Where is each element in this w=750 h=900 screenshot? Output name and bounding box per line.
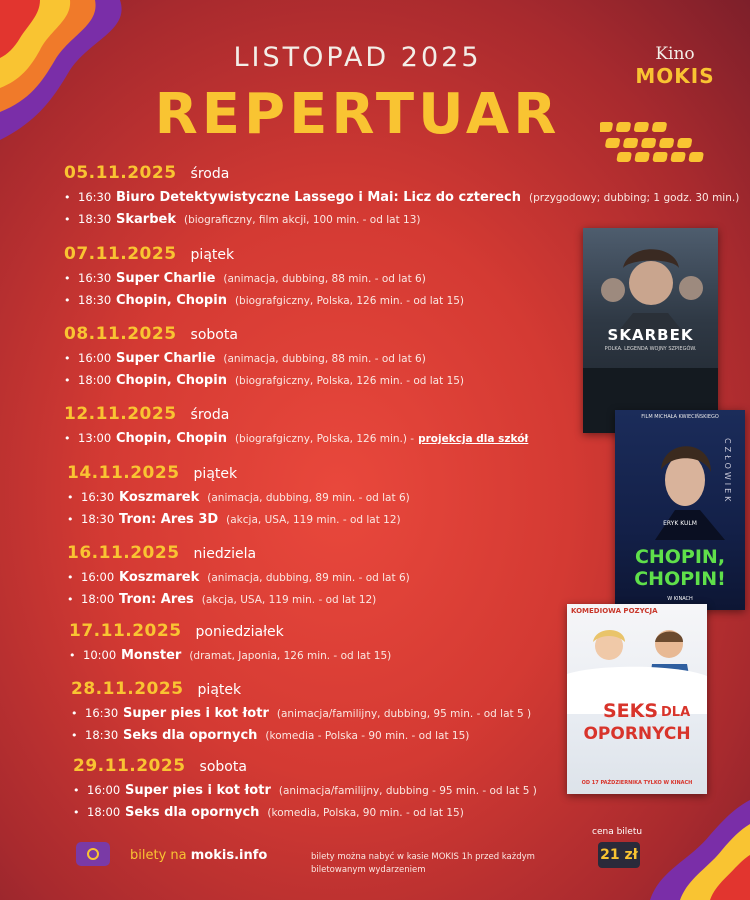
bullet: •: [69, 649, 76, 662]
poster-seks-bottom: OD 17 PAŹDZIERNIKA TYLKO W KINACH: [581, 780, 693, 786]
film-details: (biograficzny, film akcji, 100 min. - od lat 13): [183, 214, 421, 226]
bullet: •: [64, 352, 71, 365]
day-block: [69, 621, 391, 663]
day-block: [73, 756, 537, 820]
poster-chopin-title-2: CHOPIN!: [634, 568, 726, 590]
logo-kino-text: Kino: [655, 44, 695, 64]
bullet: •: [71, 729, 78, 742]
film-details: (dramat, Japonia, 126 min. - od lat 15): [189, 650, 392, 662]
day-block: [64, 404, 528, 446]
day-date: 16.11.2025: [67, 543, 180, 563]
decorative-swirl-bottom-right: [640, 800, 750, 900]
screening-row: [67, 512, 410, 527]
bullet: •: [67, 513, 74, 526]
bullet: •: [67, 491, 74, 504]
bullet: •: [64, 432, 71, 445]
poster-skarbek-tagline: POLKA. LEGENDA WOJNY SZPIEGÓW.: [604, 346, 697, 352]
tickets-link[interactable]: [130, 848, 267, 863]
day-weekday: piątek: [193, 466, 238, 482]
day-weekday: niedziela: [193, 546, 257, 562]
film-title: Skarbek: [116, 212, 176, 227]
film-details: (animacja, dubbing, 89 min. - od lat 6): [207, 572, 410, 584]
screening-row: [67, 570, 410, 585]
day-block: [64, 324, 464, 388]
logo-brand-text: MOKIS: [635, 64, 715, 88]
bullet: •: [64, 191, 71, 204]
screening-time: 16:30: [85, 706, 119, 720]
screening-row: [73, 805, 537, 820]
film-details: (biografgiczny, Polska, 126 min.) -: [234, 433, 415, 445]
film-details: (komedia - Polska - 90 min. - od lat 15): [265, 730, 470, 742]
film-title: Seks dla opornych: [123, 728, 258, 743]
film-details: (animacja, dubbing, 89 min. - od lat 6): [207, 492, 410, 504]
poster-seks-art: [567, 604, 707, 794]
film-title: Koszmarek: [119, 490, 200, 505]
day-weekday: piątek: [190, 247, 235, 263]
screening-row: [67, 592, 410, 607]
screening-time: 10:00: [83, 648, 117, 662]
day-weekday: sobota: [199, 759, 247, 775]
screening-row: [64, 431, 528, 446]
film-title: Biuro Detektywistyczne Lassego i Mai: Licz do czterech: [116, 190, 521, 205]
film-details: (animacja/familijny, dubbing - 95 min. - od lat 5 ): [278, 785, 537, 797]
bullet: •: [67, 571, 74, 584]
film-title: Tron: Ares: [119, 592, 194, 607]
bullet: •: [73, 784, 80, 797]
film-details: (akcja, USA, 119 min. - od lat 12): [226, 514, 401, 526]
day-date: 07.11.2025: [64, 244, 177, 264]
poster-chopin[interactable]: [615, 410, 745, 610]
price-label: cena biletu: [592, 827, 643, 837]
poster-seks-title-2: OPORNYCH: [583, 724, 691, 744]
poster-seks-top: KOMEDIOWA POZYCJA: [571, 607, 658, 615]
screening-time: 18:00: [81, 592, 115, 606]
film-details: (biografgiczny, Polska, 126 min. - od lat 15): [234, 295, 465, 307]
screening-time: 18:30: [81, 512, 115, 526]
screening-time: 18:00: [87, 805, 121, 819]
screening-time: 16:00: [81, 570, 115, 584]
poster-chopin-title-1: CHOPIN,: [634, 546, 726, 568]
screening-time: 16:00: [78, 351, 112, 365]
day-weekday: piątek: [197, 682, 242, 698]
ticket-purchase-note: bilety można nabyć w kasie MOKIS 1h przed każdym biletowanym wydarzeniem: [311, 852, 535, 875]
screening-time: 16:30: [78, 271, 112, 285]
header-month: LISTOPAD 2025: [233, 42, 482, 73]
film-title: Monster: [121, 648, 182, 663]
film-details: (animacja, dubbing, 88 min. - od lat 6): [223, 353, 426, 365]
bullet: •: [64, 272, 71, 285]
day-date: 05.11.2025: [64, 163, 177, 183]
school-screening-link[interactable]: projekcja dla szkół: [418, 433, 529, 445]
film-title: Super pies i kot łotr: [123, 706, 269, 721]
film-title: Seks dla opornych: [125, 805, 260, 820]
bullet: •: [64, 294, 71, 307]
screening-time: 18:30: [78, 212, 112, 226]
screening-row: [67, 490, 410, 505]
screening-time: 18:30: [78, 293, 112, 307]
poster-chopin-top: FILM MICHAŁA KWIECIŃSKIEGO: [641, 414, 719, 420]
film-title: Chopin, Chopin: [116, 373, 227, 388]
tickets-link-site: mokis.info: [190, 848, 268, 863]
bullet: •: [64, 213, 71, 226]
screening-row: [73, 783, 537, 798]
bullet: •: [71, 707, 78, 720]
day-weekday: środa: [190, 407, 230, 423]
film-title: Chopin, Chopin: [116, 293, 227, 308]
screening-time: 18:00: [78, 373, 112, 387]
page-title: REPERTUAR: [154, 82, 561, 147]
film-details: (komedia, Polska, 90 min. - od lat 15): [267, 807, 464, 819]
screening-row: [64, 271, 464, 286]
poster-seks-dla-opornych[interactable]: [567, 604, 707, 794]
film-title: Super pies i kot łotr: [125, 783, 271, 798]
day-date: 17.11.2025: [69, 621, 182, 641]
film-title: Super Charlie: [116, 271, 216, 286]
bullet: •: [73, 806, 80, 819]
day-block: [71, 679, 531, 743]
screening-row: [71, 706, 531, 721]
screening-row: [64, 212, 739, 227]
poster-seks-title-1: SEKS: [603, 700, 659, 722]
film-title: Tron: Ares 3D: [119, 512, 219, 527]
film-details: (animacja/familijny, dubbing, 95 min. - od lat 5 ): [276, 708, 532, 720]
screening-row: [64, 373, 464, 388]
film-title: Chopin, Chopin: [116, 431, 227, 446]
poster-skarbek[interactable]: [583, 228, 718, 433]
day-date: 28.11.2025: [71, 679, 184, 699]
ticket-price: 21 zł: [598, 842, 640, 868]
film-title: Super Charlie: [116, 351, 216, 366]
screening-row: [69, 648, 391, 663]
screening-time: 16:30: [78, 190, 112, 204]
bullet: •: [64, 374, 71, 387]
film-details: (animacja, dubbing, 88 min. - od lat 6): [223, 273, 426, 285]
screening-row: [71, 728, 531, 743]
film-details: (przygodowy; dubbing; 1 godz. 30 min.): [529, 192, 740, 204]
day-block: [67, 463, 410, 527]
poster-chopin-vertical: CZŁOWIEK: [723, 438, 732, 505]
day-block: [64, 244, 464, 308]
day-date: 08.11.2025: [64, 324, 177, 344]
day-weekday: środa: [190, 166, 230, 182]
poster-chopin-actor: ERYK KULM: [663, 520, 697, 527]
film-details: (akcja, USA, 119 min. - od lat 12): [201, 594, 377, 606]
day-weekday: poniedziałek: [195, 624, 284, 640]
ticket-icon: [76, 842, 110, 866]
screening-time: 13:00: [78, 431, 112, 445]
day-date: 29.11.2025: [73, 756, 186, 776]
day-date: 12.11.2025: [64, 404, 177, 424]
day-date: 14.11.2025: [67, 463, 180, 483]
film-details: (biografgiczny, Polska, 126 min. - od lat 15): [234, 375, 465, 387]
screening-time: 16:00: [87, 783, 121, 797]
tickets-link-prefix: bilety na: [130, 848, 187, 863]
day-block: [67, 543, 410, 607]
day-weekday: sobota: [190, 327, 238, 343]
bullet: •: [67, 593, 74, 606]
screening-row: [64, 190, 739, 205]
screening-row: [64, 351, 464, 366]
screening-row: [64, 293, 464, 308]
film-title: Koszmarek: [119, 570, 200, 585]
day-block: [64, 163, 739, 227]
poster-skarbek-title: SKARBEK: [607, 326, 694, 344]
poster-chopin-bottom: W KINACH: [667, 596, 693, 602]
screening-time: 16:30: [81, 490, 115, 504]
kino-mokis-logo[interactable]: [630, 44, 720, 88]
poster-seks-title-dla: DLA: [661, 705, 691, 720]
screening-time: 18:30: [85, 728, 119, 742]
